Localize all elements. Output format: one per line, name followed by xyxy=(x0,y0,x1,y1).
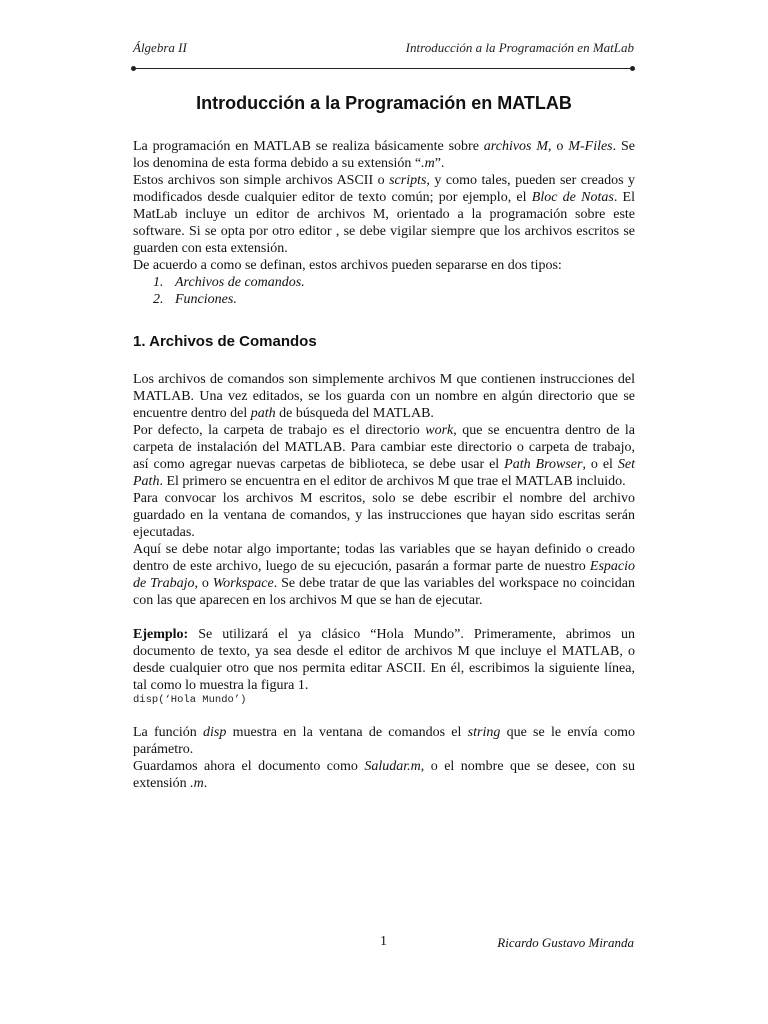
text-run-italic: disp xyxy=(203,725,227,740)
text-run: Aquí se debe notar algo importante; todas las variables que se hayan definido o creado dentro de este archivo, luego de su ejecución, pasarán a formar parte de nuestro xyxy=(133,542,635,574)
text-run: La programación en MATLAB se realiza básicamente sobre xyxy=(133,139,484,154)
header-rule xyxy=(133,68,633,69)
list-item xyxy=(133,291,635,308)
text-run: . xyxy=(203,776,208,791)
text-run-italic: Saludar.m xyxy=(364,759,421,774)
text-run-italic: work xyxy=(425,423,454,438)
text-run: Guardamos ahora el documento como xyxy=(133,759,365,774)
header-rule-right-dot xyxy=(630,66,635,71)
text-run-italic: Espacio de Trabajo xyxy=(133,559,635,591)
text-run-italic: scripts xyxy=(389,173,427,188)
list-text: Archivos de comandos. xyxy=(175,275,305,290)
header-right-text: Introducción a la Programación en MatLab xyxy=(405,40,634,55)
list-item xyxy=(133,274,635,291)
example-paragraph xyxy=(133,626,635,694)
text-run: . Se los denomina de esta forma debido a su extensión “ xyxy=(133,139,636,171)
text-run: , o xyxy=(194,576,213,591)
list-number: 1. xyxy=(153,275,164,290)
text-run-italic: Bloc de Notas xyxy=(531,190,614,205)
text-run-italic: Path Browser xyxy=(504,457,583,472)
page-number: 1 xyxy=(380,934,387,949)
text-run: , o xyxy=(548,139,569,154)
intro-paragraph-2 xyxy=(133,172,635,257)
text-run-italic: .m xyxy=(421,156,435,171)
text-run: Se utilizará el ya clásico “Hola Mundo”. Primeramente, abrimos un documento de texto, ya sea desde el editor de archivos M que incluye el MATLAB, o desde cualquier otro que nos permita editar ASCII. En él, escribimos la siguiente línea, tal como lo muestra la figura 1. xyxy=(133,627,635,693)
after-code-section xyxy=(133,724,635,792)
intro-paragraph-1 xyxy=(133,138,635,172)
text-run: . El MatLab incluye un editor de archivos M, orientado a la programación sobre este software. Si se opta por otro editor , se debe vigilar siempre que los archivos escritos se guarden con esta extensión. xyxy=(133,190,635,256)
text-run-italic: string xyxy=(467,725,501,740)
text-run-italic: archivos M xyxy=(483,139,549,154)
disp-paragraph xyxy=(133,724,635,758)
document-title: Introducción a la Programación en MATLAB xyxy=(196,93,572,113)
text-run: Estos archivos son simple archivos ASCII o xyxy=(133,173,390,188)
text-run: ”. xyxy=(434,156,445,171)
text-run: . Se debe tratar de que las variables del workspace no coincidan con las que aparecen en los archivos M que se han de ejecutar. xyxy=(133,576,635,608)
text-run: . El primero se encuentra en el editor de archivos M que trae el MATLAB incluido. xyxy=(159,474,626,489)
text-run: de búsqueda del MATLAB. xyxy=(275,406,434,421)
header-left-text: Álgebra II xyxy=(133,40,187,55)
text-run: , o el xyxy=(582,457,618,472)
footer-author: Ricardo Gustavo Miranda xyxy=(497,935,634,950)
text-run: que se le envía como parámetro. xyxy=(133,725,636,757)
text-run: Los archivos de comandos son simplemente archivos M que contienen instrucciones del MATLAB. Una vez editados, se los guarda con un nombre en algún directorio que se encuentre dentro del xyxy=(133,372,635,421)
section-heading: 1. Archivos de Comandos xyxy=(133,333,317,350)
section-body xyxy=(133,371,635,694)
text-run-italic: Set Path xyxy=(133,457,635,489)
text-run: , o el nombre que se desee, con su extensión xyxy=(133,759,635,791)
text-run-italic: M-Files xyxy=(568,139,613,154)
example-label: Ejemplo: xyxy=(133,627,189,642)
intro-paragraph-3: De acuerdo a como se definan, estos archivos pueden separarse en dos tipos: xyxy=(133,258,562,273)
text-run: Por defecto, la carpeta de trabajo es el directorio xyxy=(133,423,426,438)
text-run: La función xyxy=(133,725,204,740)
save-paragraph xyxy=(133,758,635,792)
file-types-list xyxy=(133,274,635,308)
section-paragraph-1 xyxy=(133,371,635,422)
text-run-italic: Workspace xyxy=(212,576,274,591)
list-number: 2. xyxy=(153,292,164,307)
list-text: Funciones. xyxy=(175,292,237,307)
code-snippet: disp(‘Hola Mundo’) xyxy=(133,694,247,706)
header-rule-left-dot xyxy=(131,66,136,71)
text-run: muestra en la ventana de comandos el xyxy=(226,725,468,740)
text-run: , que se encuentra dentro de la carpeta de instalación del MATLAB. Para cambiar este directorio o carpeta de trabajo, así como agregar nuevas carpetas de biblioteca, se debe usar el xyxy=(133,423,635,472)
section-paragraph-3: Para convocar los archivos M escritos, solo se debe escribir el nombre del archivo guardado en la ventana de comandos, y las instrucciones que hayan sido escritas serán ejecutadas. xyxy=(133,491,635,540)
section-paragraph-2 xyxy=(133,422,635,490)
text-run: , y como tales, pueden ser creados y modificados desde cualquier editor de texto común; por ejemplo, el xyxy=(133,173,635,205)
section-paragraph-4 xyxy=(133,541,635,609)
intro-section xyxy=(133,138,635,308)
text-run-italic: .m xyxy=(190,776,204,791)
text-run-italic: path xyxy=(250,406,276,421)
